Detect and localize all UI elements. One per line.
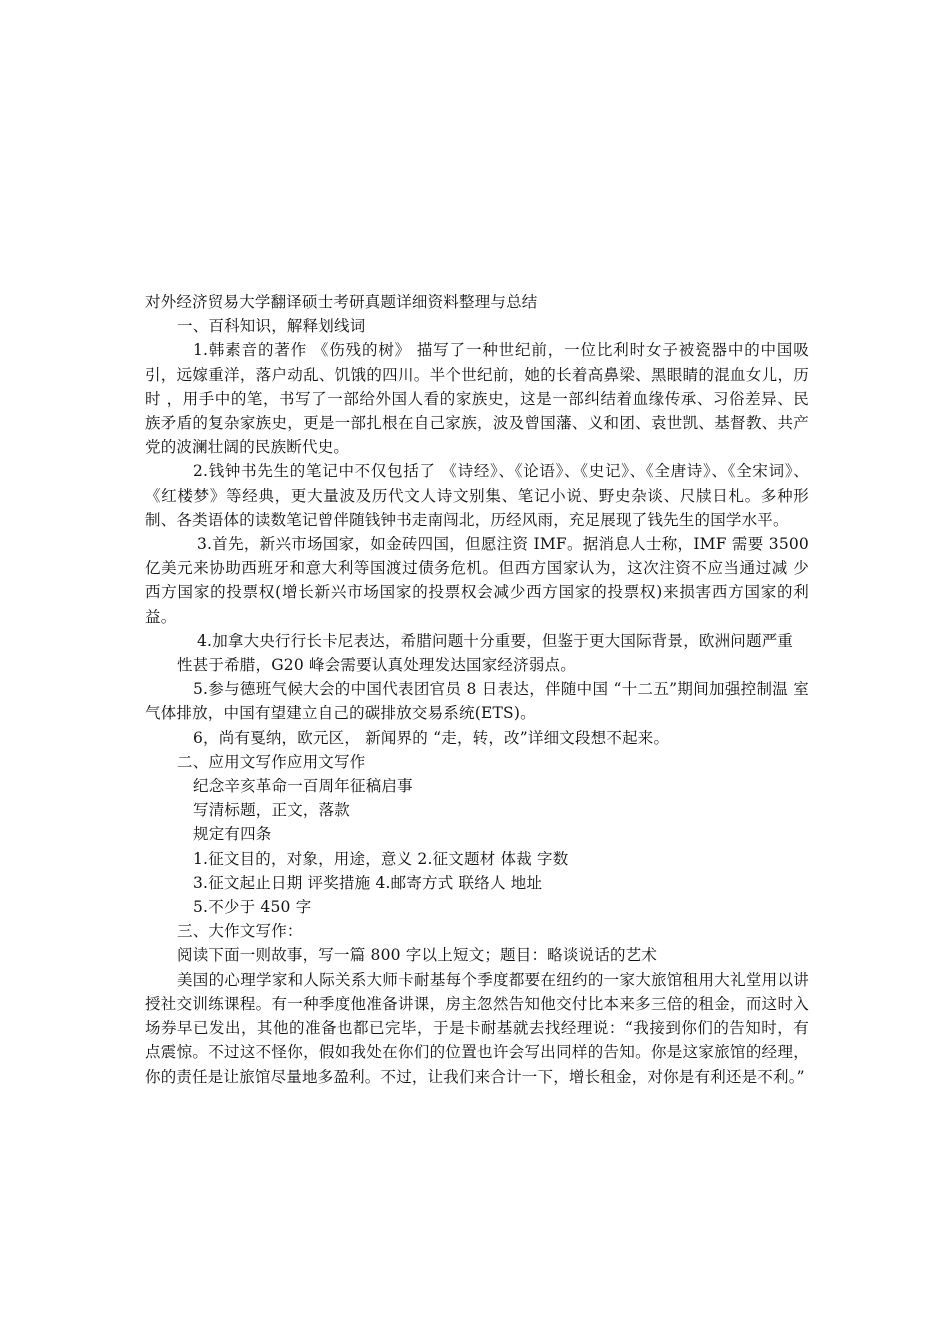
section2-line-1: 纪念辛亥革命一百周年征稿启事: [193, 777, 413, 796]
section1-item-3: 3.首先，新兴市场国家，如金砖四国，但愿注资 IMF。据消息人士称，IMF 需要 3500 亿美元来协助西班牙和意大利等国渡过债务危机。但西方国家认为，这次注资不应当通过减 少西方国家的投票权(增长新兴市场国家的投票权会减少西方国家的投票权)来损害西方国家的利益。: [145, 535, 809, 626]
section3-story: 美国的心理学家和人际关系大师卡耐基每个季度都要在纽约的一家大旅馆租用大礼堂用以讲授社交训练课程。有一种季度他准备讲课，房主忽然告知他交付比本来多三倍的租金，而这时入场券早已发出，其他的准备也都已完毕，于是卡耐基就去找经理说：“我接到你们的告知时，有点震惊。不过这不怪你，假如我处在你们的位置也许会写出同样的告知。你是这家旅馆的经理，你的责任是让旅馆尽量地多盈利。不过，让我们来合计一下，增长租金，对你是有利还是不利。”: [145, 970, 809, 1086]
section1-item-5: 5.参与德班气候大会的中国代表团官员 8 日表达，伴随中国 “十二五”期间加强控制温 室气体排放，中国有望建立自己的碳排放交易系统(ETS)。: [145, 680, 809, 723]
document-body: [145, 290, 809, 1089]
section1-item-2: 2.钱钟书先生的笔记中不仅包括了 《诗经》、《论语》、《史记》、《全唐诗》、《全宋词》、《红楼梦》等经典，更大量波及历代文人诗文别集、笔记小说、野史杂谈、尺牍日札。多种形制、各类语体的读数笔记曾伴随钱钟书走南闯北，历经风雨，充足展现了钱先生的国学水平。: [145, 462, 809, 529]
section1-item-4-continued: 性甚于希腊，G20 峰会需要认真处理发达国家经济弱点。: [177, 656, 576, 675]
section2-heading: 二、应用文写作应用文写作: [177, 752, 366, 771]
section2-line-4: 1.征文目的，对象，用途，意义 2.征文题材 体裁 字数: [193, 849, 569, 868]
section2-line-6: 5.不少于 450 字: [193, 898, 312, 917]
section1-item-6: 6，尚有戛纳，欧元区， 新闻界的 “走，转，改”详细文段想不起来。: [193, 728, 670, 747]
section2-line-3: 规定有四条: [193, 825, 272, 844]
section3-heading: 三、大作文写作：: [177, 922, 303, 941]
section1-heading: 一、百科知识，解释划线词: [177, 317, 366, 336]
section1-item-1: 1.韩素音的著作 《伤残的树》 描写了一种世纪前，一位比利时女子被瓷器中的中国吸引，远嫁重洋，落户动乱、饥饿的四川。半个世纪前，她的长着高鼻梁、黑眼睛的混血女儿，历时 ，用手中的笔，书写了一部给外国人看的家族史，这是一部纠结着血缘传承、习俗差异、民族矛盾的复杂家族史，更是一部扎根在自己家族，波及曾国藩、义和团、袁世凯、基督教、共产党的波澜壮阔的民族断代史。: [145, 341, 809, 457]
section1-item-4: 4.加拿大央行行长卡尼表达，希腊问题十分重要，但鉴于更大国际背景，欧洲问题严重: [197, 631, 794, 650]
section2-line-2: 写清标题，正文，落款: [193, 801, 351, 820]
document-title: 对外经济贸易大学翻译硕士考研真题详细资料整理与总结: [145, 293, 538, 311]
section3-prompt: 阅读下面一则故事，写一篇 800 字以上短文；题目：略谈说话的艺术: [177, 946, 658, 965]
section2-line-5: 3.征文起止日期 评奖措施 4.邮寄方式 联络人 地址: [193, 873, 543, 892]
